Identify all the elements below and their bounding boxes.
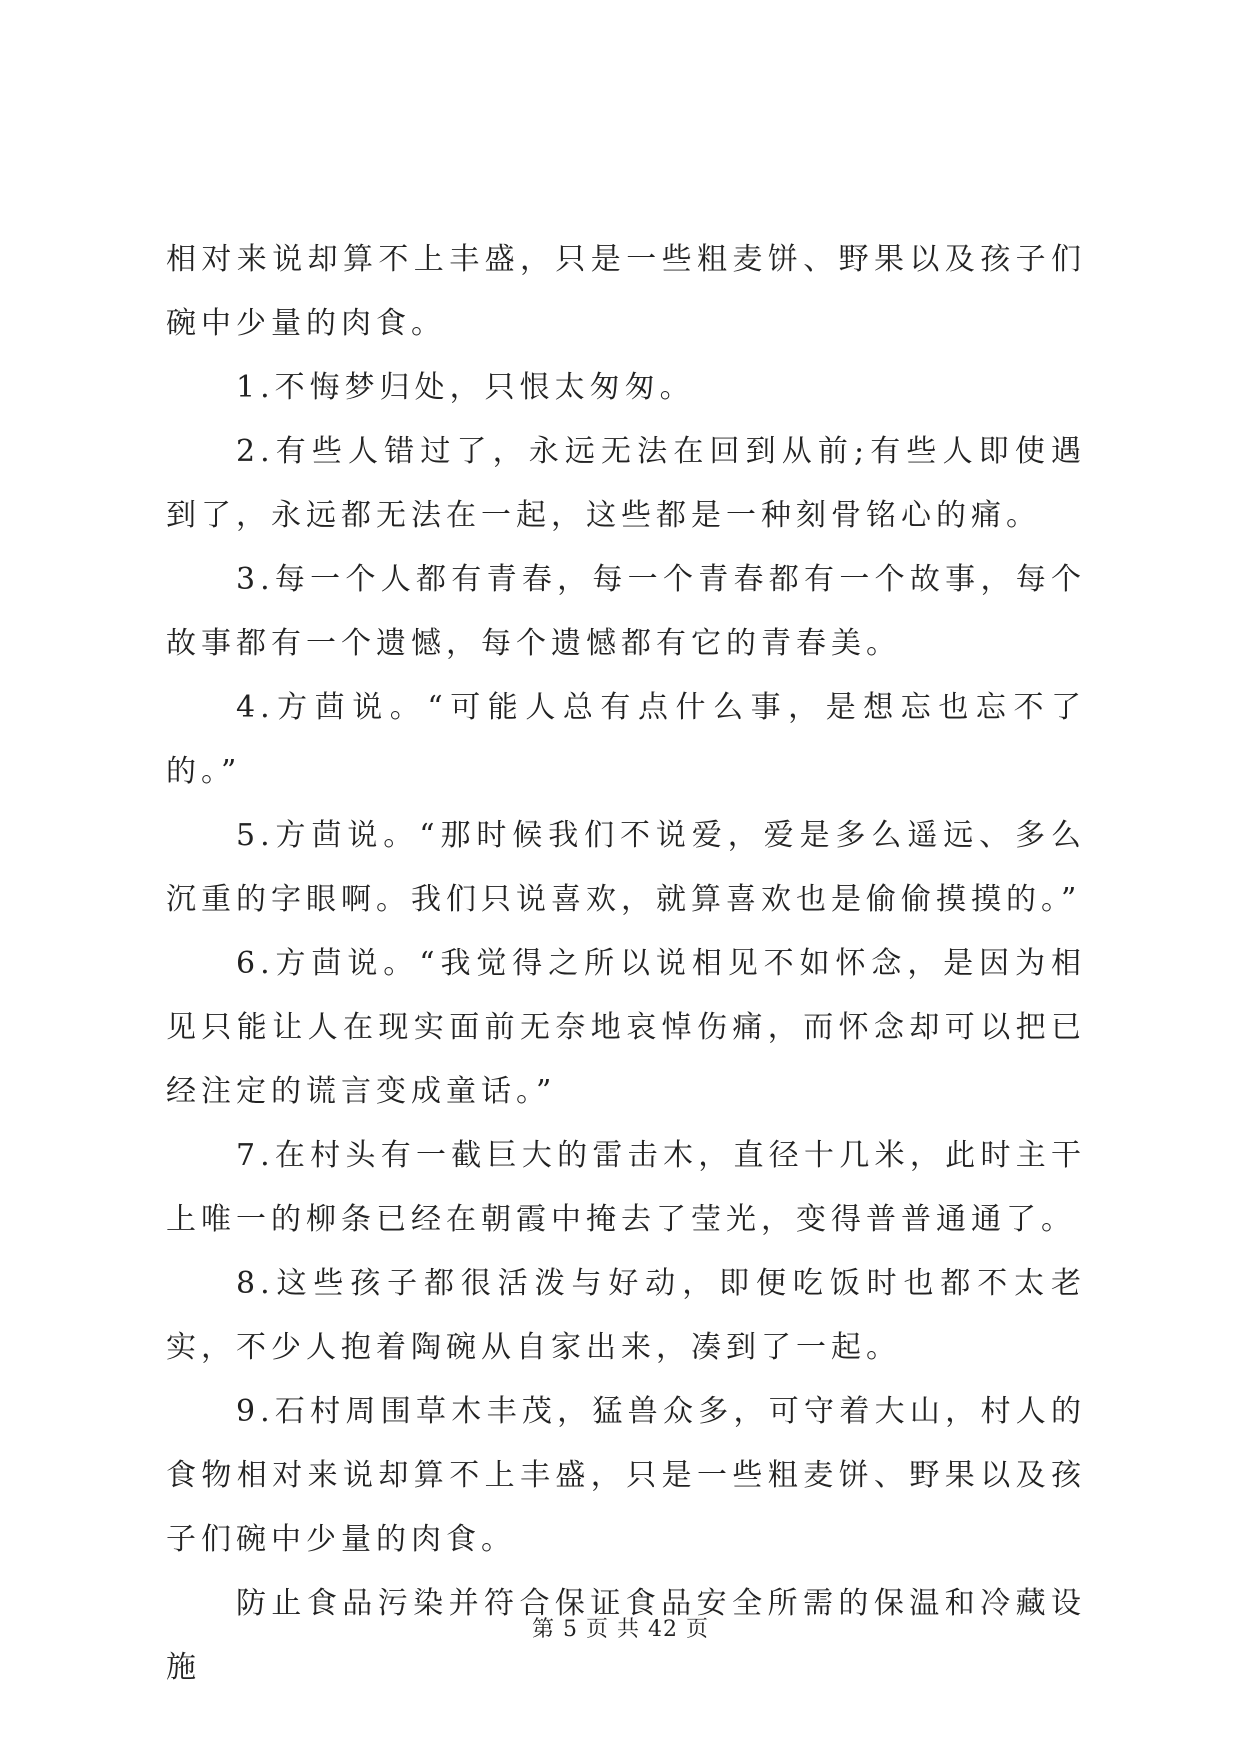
- paragraph-7: 7.在村头有一截巨大的雷击木，直径十几米，此时主干上唯一的柳条已经在朝霞中掩去了莹光，变得普普通通了。: [166, 1138, 1086, 1237]
- paragraph-9: 9.石村周围草木丰茂，猛兽众多，可守着大山，村人的食物相对来说却算不上丰盛，只是一些粗麦饼、野果以及孩子们碗中少量的肉食。: [166, 1394, 1086, 1557]
- paragraph-6: 6.方茴说。“我觉得之所以说相见不如怀念，是因为相见只能让人在现实面前无奈地哀悼伤痛，而怀念却可以把已经注定的谎言变成童话。”: [166, 946, 1086, 1109]
- paragraph-5: 5.方茴说。“那时候我们不说爱，爱是多么遥远、多么沉重的字眼啊。我们只说喜欢，就算喜欢也是偷偷摸摸的。”: [166, 818, 1086, 917]
- paragraph-10: 防止食品污染并符合保证食品安全所需的保温和冷藏设施: [166, 1586, 1086, 1685]
- paragraph-2: 2.有些人错过了，永远无法在回到从前;有些人即使遇到了，永远都无法在一起，这些都是一种刻骨铭心的痛。: [166, 434, 1086, 533]
- paragraph-4: 4.方茴说。“可能人总有点什么事，是想忘也忘不了的。”: [166, 690, 1086, 789]
- document-body: [166, 228, 1086, 1700]
- paragraph-8: 8.这些孩子都很活泼与好动，即便吃饭时也都不太老实，不少人抱着陶碗从自家出来，凑到了一起。: [166, 1266, 1086, 1365]
- paragraph-1: 1.不悔梦归处，只恨太匆匆。: [236, 370, 695, 405]
- paragraph-0: 相对来说却算不上丰盛，只是一些粗麦饼、野果以及孩子们碗中少量的肉食。: [166, 242, 1086, 341]
- page-footer: 第 5 页 共 42 页: [532, 1617, 709, 1642]
- paragraph-3: 3.每一个人都有青春，每一个青春都有一个故事，每个故事都有一个遗憾，每个遗憾都有它的青春美。: [166, 562, 1086, 661]
